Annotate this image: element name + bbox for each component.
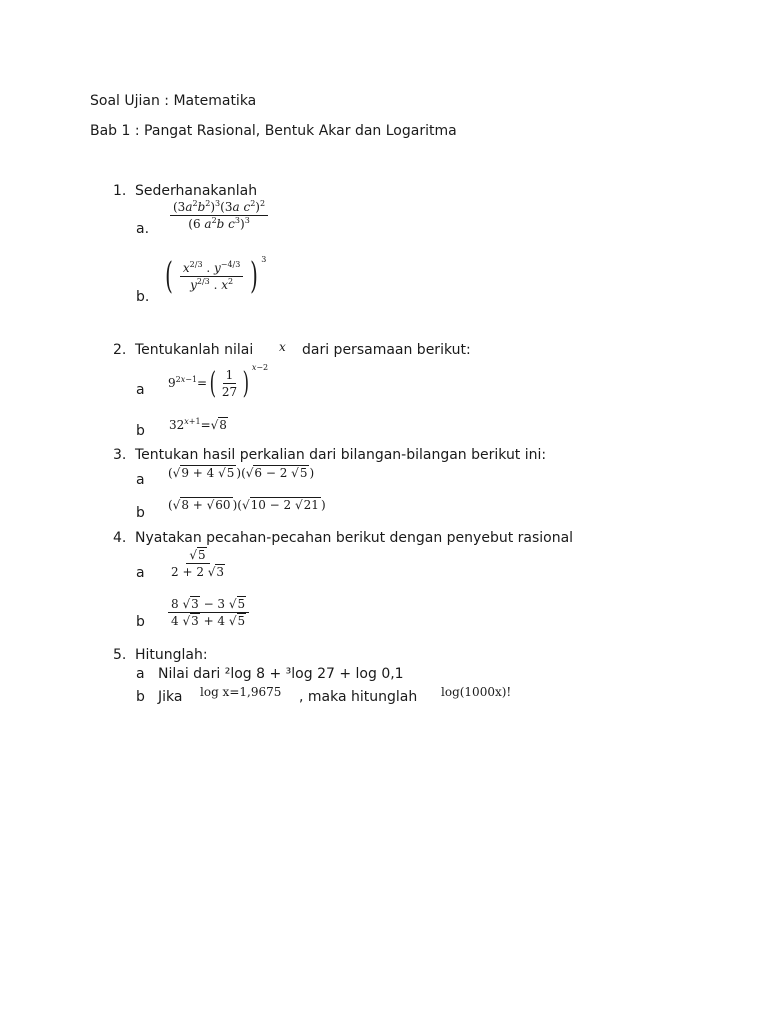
item-label: b. xyxy=(136,289,150,305)
math-expression: $32^{x+1}=√8$ xyxy=(169,417,227,432)
question-number: 4. xyxy=(113,530,127,546)
item-label: b xyxy=(136,505,145,521)
item-label: a xyxy=(136,472,145,488)
item-label: b xyxy=(136,423,145,439)
math-expression: (√9 + 4 √5 )(√6 − 2 √5 ) xyxy=(168,466,315,480)
question-number: 5. xyxy=(113,647,127,663)
item-label: a. xyxy=(136,221,150,237)
math-expression: $\frac{√5}{2 + 2 √3}$ xyxy=(171,548,225,579)
question-text: Sederhanakanlah xyxy=(135,183,258,199)
variable-x: x xyxy=(279,340,286,354)
item-label: a xyxy=(136,666,145,682)
math-expression: $\frac{(3a^2b^2)^3(3a c^2)^2}{(6 a^2b c^3)^3}$ xyxy=(170,200,268,231)
item-text: Jika xyxy=(158,689,183,705)
math-expression: ( $\frac{x^{2/3} . y^{-4/3}}{y^{2/3} . x^2}$ ) $^3$ xyxy=(165,255,267,297)
math-expression: log x=1,9675 xyxy=(200,685,282,699)
question-number: 3. xyxy=(113,447,127,463)
item-label: a xyxy=(136,565,145,581)
item-label: b xyxy=(136,689,145,705)
question-number: 2. xyxy=(113,342,127,358)
question-text: Nyatakan pecahan-pecahan berikut dengan penyebut rasional xyxy=(135,530,574,546)
math-expression: (√8 + √60 )(√10 − 2 √21 ) xyxy=(168,498,326,512)
item-text: Nilai dari ²log 8 + ³log 27 + log 0,1 xyxy=(158,666,404,682)
item-text: , maka hitunglah xyxy=(299,689,418,705)
item-label: b xyxy=(136,614,145,630)
page-title: Soal Ujian : Matematika xyxy=(90,93,257,109)
item-label: a xyxy=(136,382,145,398)
question-text: Tentukanlah nilai xyxy=(135,342,254,358)
math-expression: $9^{2x-1}=$( $\frac{1}{27}$ ) $^{x-2}$ xyxy=(168,363,269,401)
question-text: dari persamaan berikut: xyxy=(302,342,471,358)
question-number: 1. xyxy=(113,183,127,199)
question-text: Tentukan hasil perkalian dari bilangan-bilangan berikut ini: xyxy=(135,447,547,463)
math-expression: $\frac{8 √3 - 3 √5}{4 √3 + 4 √5}$ xyxy=(168,597,249,628)
question-text: Hitunglah: xyxy=(135,647,208,663)
chapter-title: Bab 1 : Pangat Rasional, Bentuk Akar dan Logaritma xyxy=(90,123,457,139)
math-expression: log(1000x)! xyxy=(441,685,512,699)
